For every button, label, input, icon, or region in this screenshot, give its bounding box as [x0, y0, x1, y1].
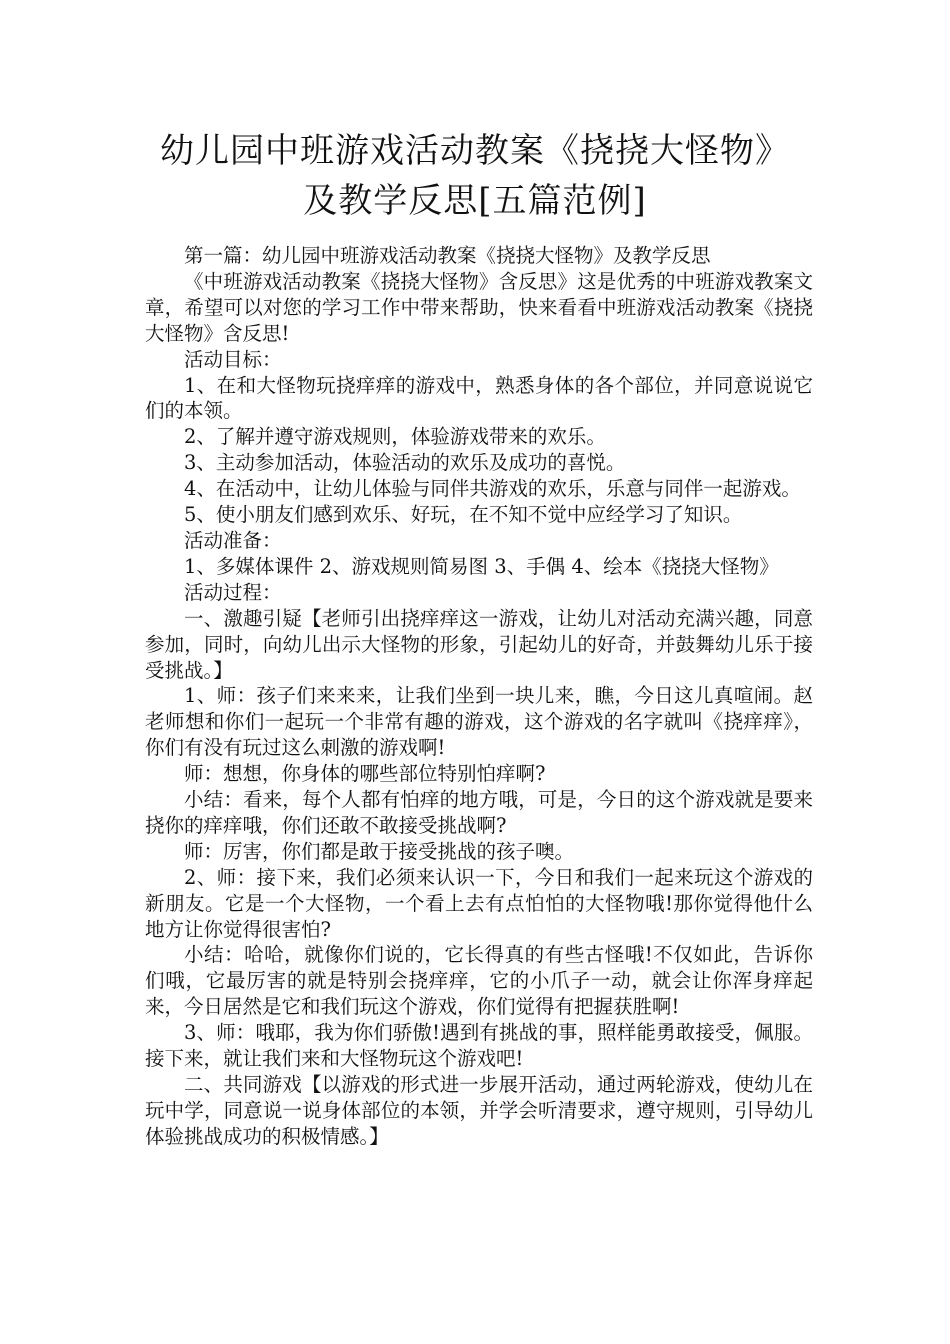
paragraph-summary-2: 小结：哈哈，就像你们说的，它长得真的有些古怪哦!不仅如此，告诉你们哦，它最厉害的就是特别会挠痒痒，它的小爪子一动，就会让你浑身痒起来，今日居然是它和我们玩这个游戏，你们觉得有把握获胜啊! — [145, 943, 813, 1019]
document-title-line-2: 及教学反思[五篇范例] — [303, 181, 647, 221]
paragraph-goal-1: 1、在和大怪物玩挠痒痒的游戏中，熟悉身体的各个部位，并同意说说它们的本领。 — [145, 373, 813, 423]
paragraph-goals-heading: 活动目标： — [184, 347, 282, 371]
paragraph-goal-4: 4、在活动中，让幼儿体验与同伴共游戏的欢乐，乐意与同伴一起游戏。 — [184, 477, 801, 501]
paragraph-goal-5: 5、使小朋友们感到欢乐、好玩，在不知不觉中应经学习了知识。 — [184, 503, 743, 527]
paragraph-intro: 《中班游戏活动教案《挠挠大怪物》含反思》这是优秀的中班游戏教案文章，希望可以对您的学习工作中带来帮助，快来看看中班游戏活动教案《挠挠大怪物》含反思! — [145, 269, 813, 345]
paragraph-step-2: 二、共同游戏【以游戏的形式进一步展开活动，通过两轮游戏，使幼儿在玩中学，同意说一说身体部位的本领，并学会听清要求，遵守规则，引导幼儿体验挑战成功的积极情感。】 — [145, 1073, 813, 1148]
paragraph-process-heading: 活动过程： — [184, 580, 282, 604]
paragraph-teacher-2: 2、师：接下来，我们必须来认识一下，今日和我们一起来玩这个游戏的新朋友。它是一个大怪物，一个看上去有点怕怕的大怪物哦!那你觉得他什么地方让你觉得很害怕? — [145, 865, 813, 941]
paragraph-teacher-1: 1、师：孩子们来来来，让我们坐到一块儿来，瞧，今日这儿真喧闹。赵老师想和你们一起玩一个非常有趣的游戏，这个游戏的名字就叫《挠痒痒》，你们有没有玩过这么刺激的游戏啊! — [145, 684, 813, 760]
paragraph-preparation-list: 1、多媒体课件 2、游戏规则简易图 3、手偶 4、绘本《挠挠大怪物》 — [184, 554, 779, 578]
paragraph-summary-1: 小结：看来，每个人都有怕痒的地方哦，可是，今日的这个游戏就是要来挠你的痒痒哦，你们还敢不敢接受挑战啊? — [145, 788, 813, 837]
paragraph-teacher-praise: 师：厉害，你们都是敢于接受挑战的孩子噢。 — [184, 839, 575, 863]
paragraph-step-1: 一、激趣引疑【老师引出挠痒痒这一游戏，让幼儿对活动充满兴趣，同意参加，同时，向幼儿出示大怪物的形象，引起幼儿的好奇，并鼓舞幼儿乐于接受挑战。】 — [145, 606, 813, 682]
paragraph-preparation-heading: 活动准备： — [184, 528, 282, 552]
document-title-line-1: 幼儿园中班游戏活动教案《挠挠大怪物》 — [160, 131, 790, 171]
document-body — [145, 243, 813, 1150]
paragraph-goal-2: 2、了解并遵守游戏规则，体验游戏带来的欢乐。 — [184, 425, 606, 449]
paragraph-teacher-question: 师：想想，你身体的哪些部位特别怕痒啊? — [184, 762, 546, 786]
paragraph-goal-3: 3、主动参加活动，体验活动的欢乐及成功的喜悦。 — [184, 451, 626, 475]
paragraph-section-heading: 第一篇：幼儿园中班游戏活动教案《挠挠大怪物》及教学反思 — [184, 244, 711, 267]
paragraph-teacher-3: 3、师：哦耶，我为你们骄傲!遇到有挑战的事，照样能勇敢接受，佩服。接下来，就让我们来和大怪物玩这个游戏吧! — [145, 1021, 813, 1071]
